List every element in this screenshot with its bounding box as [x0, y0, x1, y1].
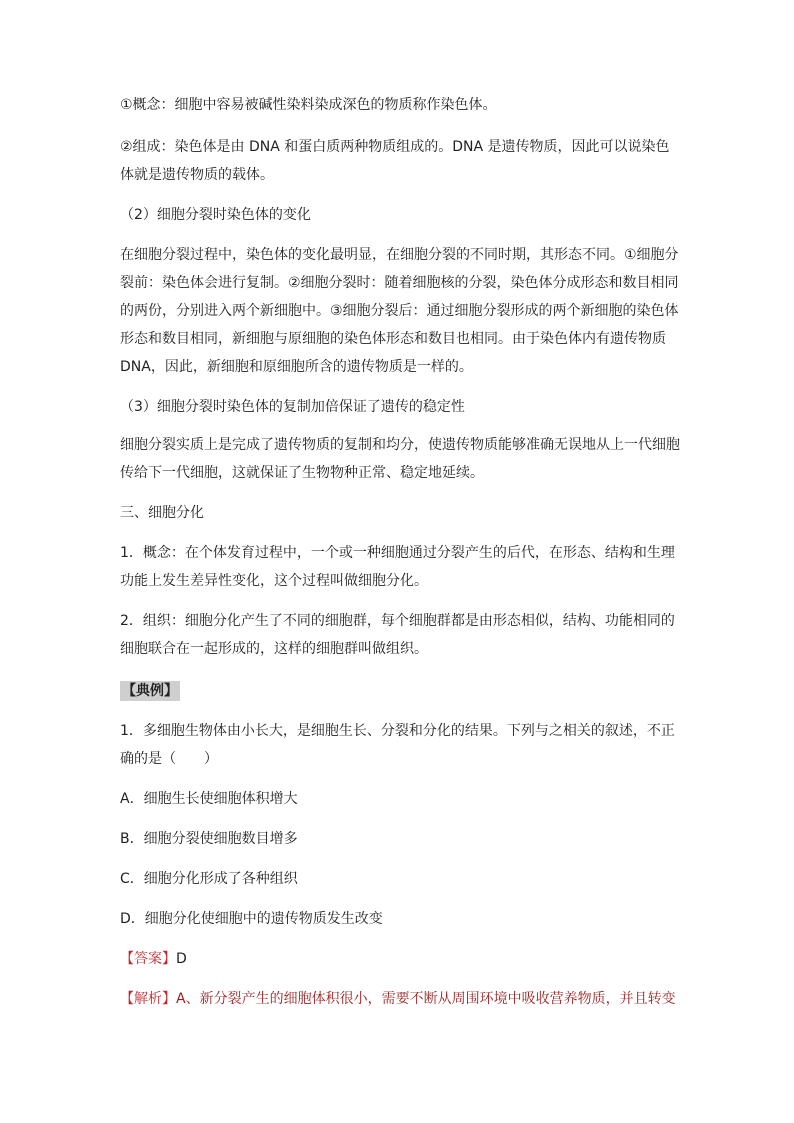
- text-line: 传给下一代细胞，这就保证了生物物种正常、稳定地延续。: [120, 465, 484, 481]
- text-line: 裂前：染色体会进行复制。②细胞分裂时：随着细胞核的分裂，染色体分成形态和数目相同: [120, 275, 679, 291]
- text-line: DNA，因此，新细胞和原细胞所含的遗传物质是一样的。: [120, 359, 473, 375]
- text-line: 形态和数目相同，新细胞与原细胞的染色体形态和数目也相同。由于染色体内有遗传物质: [120, 331, 666, 347]
- example-heading: 【典例】: [122, 683, 178, 699]
- text-line: 细胞联合在一起形成的，这样的细胞群叫做组织。: [120, 641, 428, 657]
- division-change-paragraph: [120, 241, 680, 381]
- tissue-paragraph: [120, 607, 680, 663]
- text-line: 细胞分裂实质上是完成了遗传物质的复制和均分，使遗传物质能够准确无误地从上一代细胞: [120, 437, 680, 453]
- answer-value: D: [176, 951, 187, 967]
- option-d: D．细胞分化使细胞中的遗传物质发生改变: [120, 911, 383, 927]
- text-line: 的两份，分别进入两个新细胞中。③细胞分裂后：通过细胞分裂形成的两个新细胞的染色体: [120, 303, 679, 319]
- text-line: 1．多细胞生物体由小长大，是细胞生长、分裂和分化的结果。下列与之相关的叙述，不正: [120, 723, 675, 739]
- chapter-heading-differentiation: 三、细胞分化: [120, 505, 204, 521]
- text-line: 体就是遗传物质的载体。: [120, 167, 274, 183]
- analysis-label: 【解析】: [120, 991, 176, 1007]
- answer-label: 【答案】: [120, 951, 176, 967]
- concept-paragraph: [120, 91, 680, 119]
- text-line: 1．概念：在个体发育过程中，一个或一种细胞通过分裂产生的后代，在形态、结构和生理: [120, 545, 675, 561]
- option-c: C．细胞分化形成了各种组织: [120, 871, 298, 887]
- section-heading-2: （2）细胞分裂时染色体的变化: [120, 207, 311, 223]
- composition-paragraph: [120, 133, 680, 189]
- text-line: 在细胞分裂过程中，染色体的变化最明显，在细胞分裂的不同时期，其形态不同。①细胞分: [120, 247, 679, 263]
- option-a: A．细胞生长使细胞体积增大: [120, 791, 298, 807]
- text-line: 功能上发生差异性变化，这个过程叫做细胞分化。: [120, 573, 428, 589]
- text-line: ①概念：细胞中容易被碱性染料染成深色的物质称作染色体。: [120, 97, 497, 113]
- text-line: 确的是（ ）: [120, 751, 218, 767]
- differentiation-concept-paragraph: [120, 539, 680, 595]
- analysis-line: [120, 985, 680, 1013]
- analysis-text: A、新分裂产生的细胞体积很小，需要不断从周围环境中吸收营养物质，并且转变: [176, 991, 676, 1007]
- answer-line: [120, 945, 680, 973]
- text-line: 2．组织：细胞分化产生了不同的细胞群，每个细胞群都是由形态相似，结构、功能相同的: [120, 613, 675, 629]
- division-essence-paragraph: [120, 431, 680, 487]
- text-line: ②组成：染色体是由 DNA 和蛋白质两种物质组成的。DNA 是遗传物质，因此可以说染色: [120, 139, 670, 155]
- option-b: B．细胞分裂使细胞数目增多: [120, 831, 298, 847]
- question-stem: [120, 717, 680, 773]
- section-heading-3: （3）细胞分裂时染色体的复制加倍保证了遗传的稳定性: [120, 399, 465, 415]
